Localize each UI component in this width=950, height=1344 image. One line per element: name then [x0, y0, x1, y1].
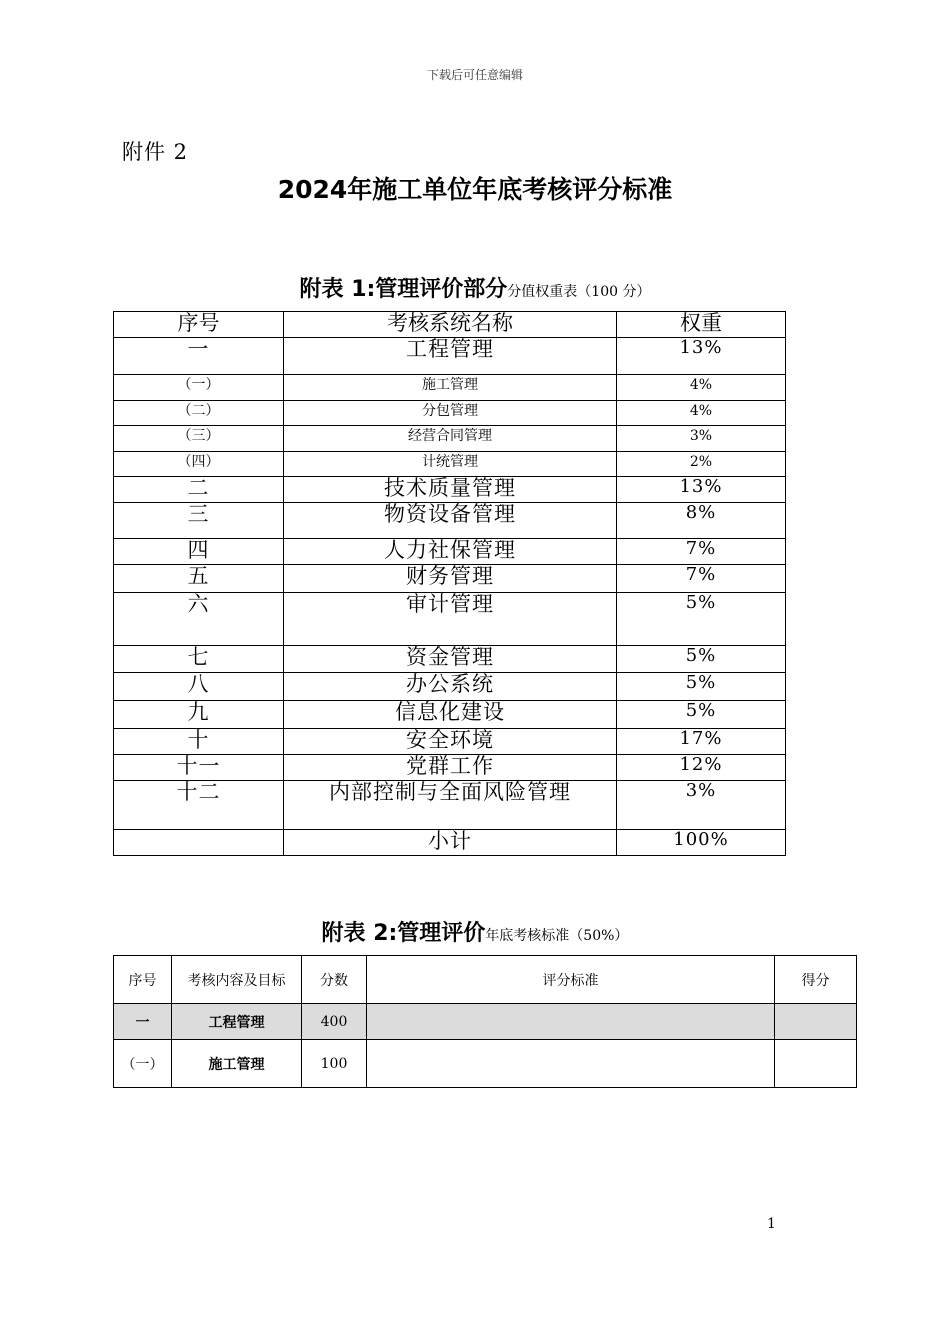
row-weight: 3% [617, 781, 786, 830]
table-row [114, 401, 786, 426]
row-criteria [367, 1040, 775, 1088]
row-weight: 7% [617, 539, 786, 565]
row-result [775, 1004, 857, 1040]
row-weight: 7% [617, 565, 786, 593]
table-row [114, 1040, 857, 1088]
header-cell: 考核内容及目标 [172, 956, 302, 1004]
row-weight: 4% [617, 401, 786, 426]
table-row [114, 701, 786, 729]
row-index: （四） [114, 452, 284, 477]
table-row [114, 646, 786, 673]
row-weight: 13% [617, 338, 786, 375]
row-name: 资金管理 [284, 646, 617, 673]
table-row [114, 426, 786, 452]
row-result [775, 1040, 857, 1088]
row-weight: 5% [617, 673, 786, 701]
row-index: 五 [114, 565, 284, 593]
row-index: 三 [114, 503, 284, 539]
row-weight: 13% [617, 477, 786, 503]
table-row [114, 477, 786, 503]
table2-title-sub: 年底考核标准（50%） [485, 928, 629, 944]
table-row [114, 673, 786, 701]
header-cell: 得分 [775, 956, 857, 1004]
total-weight: 100% [617, 830, 786, 856]
page-number: 1 [767, 1216, 776, 1232]
row-index: 九 [114, 701, 284, 729]
row-name: 安全环境 [284, 729, 617, 755]
table-total-row [114, 830, 786, 856]
header-cell: 权重 [617, 312, 786, 338]
table-row [114, 1004, 857, 1040]
row-name: 工程管理 [284, 338, 617, 375]
row-name: 办公系统 [284, 673, 617, 701]
row-name: 经营合同管理 [284, 426, 617, 452]
header-cell: 序号 [114, 312, 284, 338]
row-name: 分包管理 [284, 401, 617, 426]
header-cell: 考核系统名称 [284, 312, 617, 338]
row-content: 施工管理 [172, 1040, 302, 1088]
table-row [114, 729, 786, 755]
row-index: 十 [114, 729, 284, 755]
row-weight: 12% [617, 755, 786, 781]
row-content: 工程管理 [172, 1004, 302, 1040]
row-name: 党群工作 [284, 755, 617, 781]
row-score: 400 [302, 1004, 367, 1040]
table-row [114, 755, 786, 781]
row-index: 一 [114, 338, 284, 375]
row-name: 施工管理 [284, 375, 617, 401]
scoring-table [113, 955, 857, 1088]
table-row [114, 452, 786, 477]
row-index: 四 [114, 539, 284, 565]
row-weight: 5% [617, 701, 786, 729]
header-cell: 序号 [114, 956, 172, 1004]
row-index: （一） [114, 1040, 172, 1088]
row-weight: 5% [617, 593, 786, 646]
row-name: 人力社保管理 [284, 539, 617, 565]
row-index: （一） [114, 375, 284, 401]
row-weight: 3% [617, 426, 786, 452]
table-row [114, 539, 786, 565]
row-index: 一 [114, 1004, 172, 1040]
row-criteria [367, 1004, 775, 1040]
attachment-label: 附件 2 [122, 140, 189, 164]
row-index: 六 [114, 593, 284, 646]
row-name: 内部控制与全面风险管理 [284, 781, 617, 830]
row-index: 十一 [114, 755, 284, 781]
table-header-row [114, 312, 786, 338]
row-name: 物资设备管理 [284, 503, 617, 539]
row-index: （三） [114, 426, 284, 452]
row-weight: 8% [617, 503, 786, 539]
header-note: 下载后可任意编辑 [426, 68, 523, 82]
table-row [114, 503, 786, 539]
row-name: 财务管理 [284, 565, 617, 593]
table-row [114, 375, 786, 401]
weight-table [113, 311, 786, 856]
table-row [114, 593, 786, 646]
row-index: 二 [114, 477, 284, 503]
row-index: 七 [114, 646, 284, 673]
row-weight: 17% [617, 729, 786, 755]
table-row [114, 781, 786, 830]
table-row [114, 565, 786, 593]
table2-title [0, 916, 950, 947]
document-title: 2024年施工单位年底考核评分标准 [277, 175, 673, 204]
header-cell: 分数 [302, 956, 367, 1004]
row-weight: 5% [617, 646, 786, 673]
table1-title-sub: 分值权重表（100 分） [507, 284, 651, 300]
total-label: 小计 [284, 830, 617, 856]
table-header-row [114, 956, 857, 1004]
table1-title [0, 272, 950, 303]
row-name: 计统管理 [284, 452, 617, 477]
row-name: 审计管理 [284, 593, 617, 646]
row-index: 十二 [114, 781, 284, 830]
row-weight: 4% [617, 375, 786, 401]
header-cell: 评分标准 [367, 956, 775, 1004]
table1-title-main: 附表 1:管理评价部分 [299, 277, 508, 302]
total-index [114, 830, 284, 856]
row-name: 技术质量管理 [284, 477, 617, 503]
table-row [114, 338, 786, 375]
row-index: （二） [114, 401, 284, 426]
row-name: 信息化建设 [284, 701, 617, 729]
row-weight: 2% [617, 452, 786, 477]
table2-title-main: 附表 2:管理评价 [321, 921, 486, 946]
row-score: 100 [302, 1040, 367, 1088]
row-index: 八 [114, 673, 284, 701]
